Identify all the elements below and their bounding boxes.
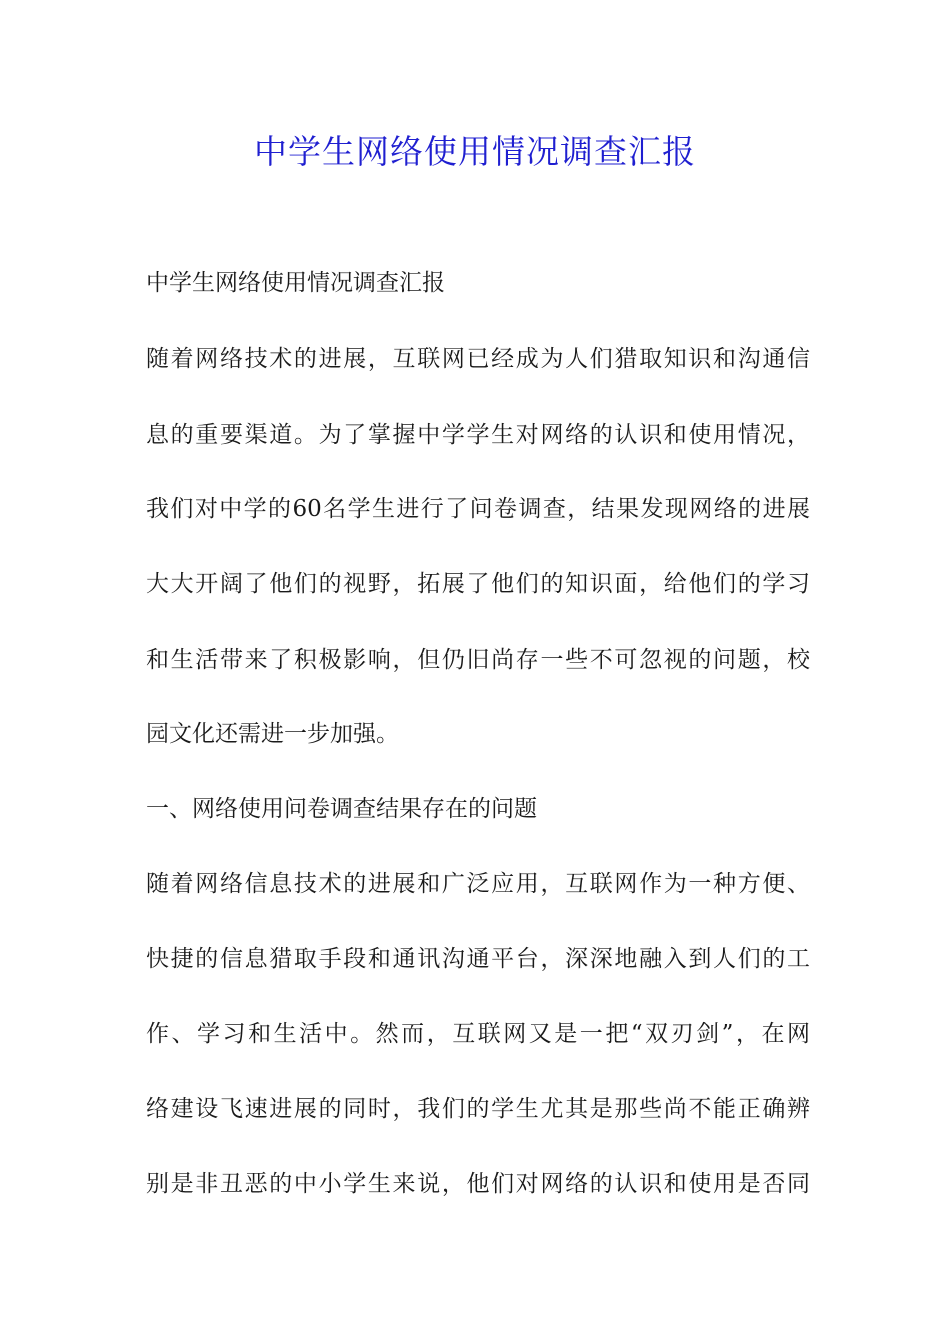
paragraph-line: 和生活带来了积极影响，但仍旧尚存一些不可忽视的问题，校 (146, 647, 810, 673)
paragraph-line: 络建设飞速进展的同时，我们的学生尤其是那些尚不能正确辨 (146, 1096, 810, 1122)
paragraph-line: 随着网络技术的进展，互联网已经成为人们猎取知识和沟通信 (146, 346, 810, 372)
paragraph-line: 随着网络信息技术的进展和广泛应用，互联网作为一种方便、 (146, 871, 810, 897)
paragraph-line: 园文化还需进一步加强。 (146, 721, 399, 747)
paragraph-line: 别是非丑恶的中小学生来说，他们对网络的认识和使用是否同 (146, 1171, 810, 1197)
document-title: 中学生网络使用情况调查汇报 (254, 132, 696, 171)
section-heading: 一、网络使用问卷调查结果存在的问题 (146, 796, 537, 822)
subtitle-line: 中学生网络使用情况调查汇报 (146, 270, 445, 296)
paragraph-line: 我们对中学的60名学生进行了问卷调查，结果发现网络的进展 (146, 496, 810, 522)
paragraph-line: 息的重要渠道。为了掌握中学学生对网络的认识和使用情况， (146, 422, 810, 448)
paragraph-line: 作、学习和生活中。然而，互联网又是一把“双刃剑”，在网 (146, 1021, 810, 1047)
paragraph-line: 大大开阔了他们的视野，拓展了他们的知识面，给他们的学习 (146, 571, 810, 597)
paragraph-line: 快捷的信息猎取手段和通讯沟通平台，深深地融入到人们的工 (146, 946, 810, 972)
